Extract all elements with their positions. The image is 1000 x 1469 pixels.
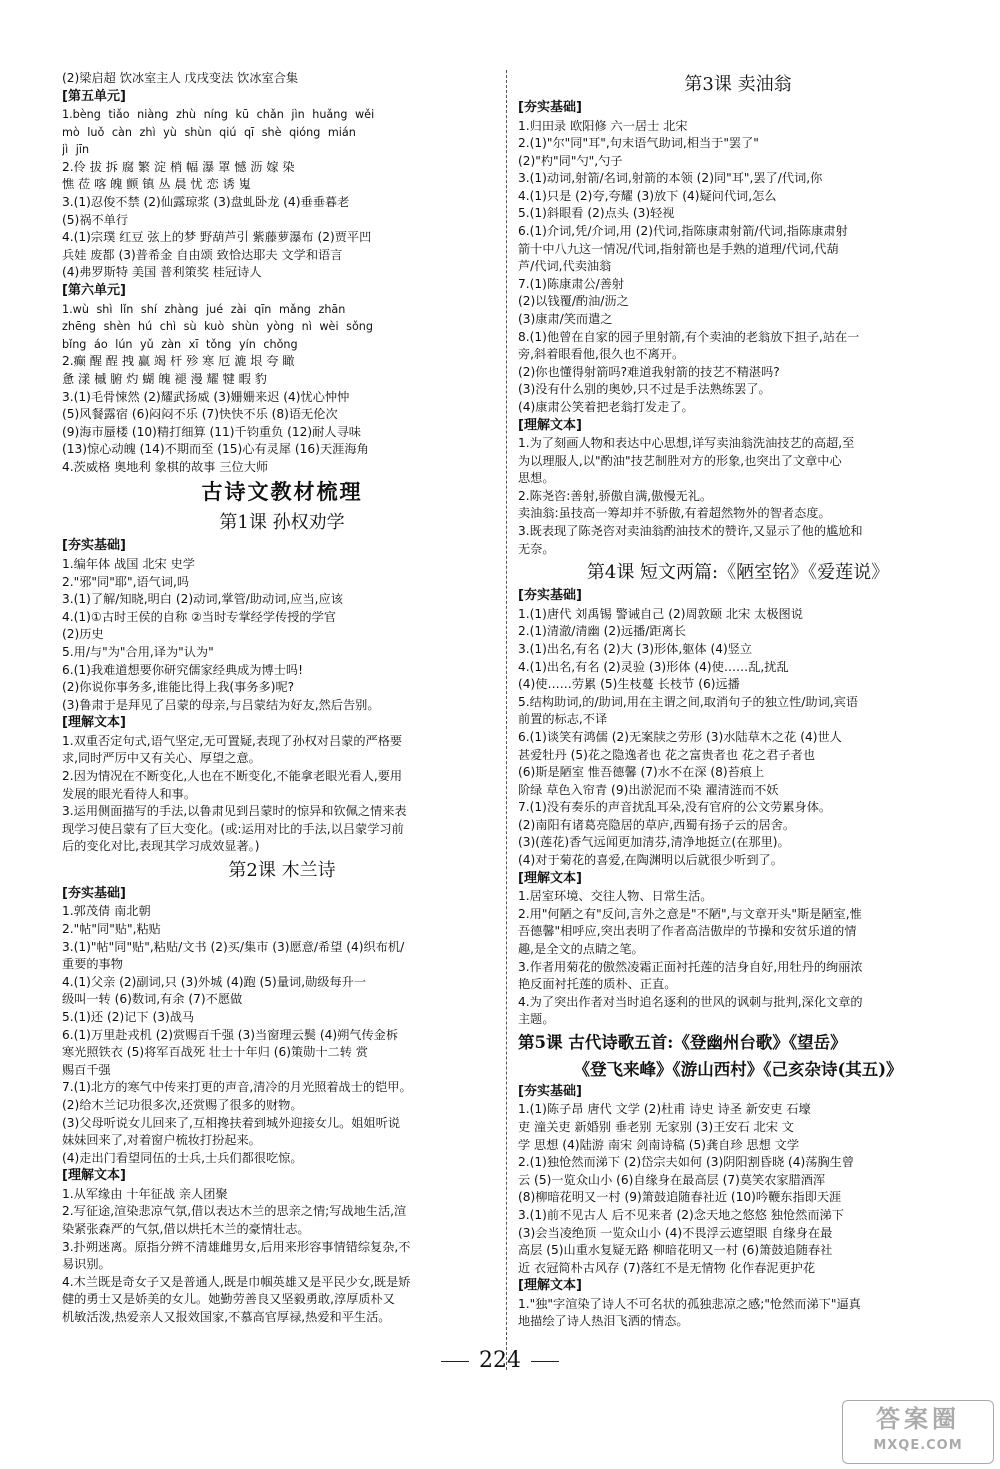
text-line: 1.双重否定句式,语气坚定,无可置疑,表现了孙权对吕蒙的严格要 <box>62 733 403 748</box>
page-number-text: 224 <box>479 1348 521 1373</box>
section-label: [夯实基础] <box>518 100 582 115</box>
text-line: 兵娃 废都 (3)普希金 自由颂 致恰达耶夫 文学和语言 <box>62 247 343 262</box>
pinyin-line: zhēng shèn hú chì sù kuò shùn yòng nì wèi sǒng <box>62 320 373 334</box>
pinyin-line: 1.bèng tiǎo niàng zhù níng kū chǎn jìn huǎng wěi <box>62 108 375 122</box>
text-line: 吾德馨"相呼应,突出表明了作者高洁傲岸的节操和安贫乐道的情 <box>518 924 857 939</box>
section-label: [理解文本] <box>518 417 582 433</box>
text-line: 2.癫 醒 酲 拽 赢 竭 杆 殄 寒 厄 漉 垠 夸 瞰 <box>62 354 295 369</box>
text-line: 惫 漾 槭 腑 灼 蝴 魄 褪 漫 耀 犍 暇 豹 <box>62 371 267 386</box>
text-line: 2.伶 拔 拆 腐 繁 淀 梢 幅 瀑 罩 憾 沥 嫁 染 <box>62 159 295 174</box>
watermark-url: MXQE.COM <box>873 1438 963 1453</box>
lesson-title: 第1课 孙权劝学 <box>219 512 345 534</box>
text-line: 3.(1)"帖"同"贴",粘贴/文书 (2)买/集市 (3)愿意/希望 (4)织布机/ <box>62 939 405 954</box>
right-column <box>518 70 958 1331</box>
text-line: 4.(1)父亲 (2)副词,只 (3)外城 (4)跑 (5)量词,勋级每升一 <box>62 974 367 989</box>
text-line: (2)"杓"同"勺",勺子 <box>518 153 623 168</box>
page-number <box>0 1348 1000 1373</box>
text-line: 求,同时严厉中又有关心、厚望之意。 <box>62 751 261 766</box>
text-line: 2.用"何陋之有"反问,言外之意是"不陋",与文章开头"斯是陋室,惟 <box>518 906 862 921</box>
text-line: (2)南阳有诸葛亮隐居的草庐,西蜀有扬子云的居舍。 <box>518 817 796 832</box>
section-label: [理解文本] <box>62 1168 126 1184</box>
text-line: 7.(1)北方的寒气中传来打更的声音,清冷的月光照着战士的铠甲。 <box>62 1080 412 1095</box>
text-line: 4.(1)出名,有名 (2)灵验 (3)形体 (4)使……乱,扰乱 <box>518 659 789 674</box>
text-line: 1.(1)唐代 刘禹锡 警诫自己 (2)周敦颐 北宋 太极图说 <box>518 606 803 621</box>
text-line: 思想。 <box>518 471 555 486</box>
text-line: 5.用/与"为"合用,译为"认为" <box>62 644 214 659</box>
section-label: [夯实基础] <box>62 538 126 554</box>
text-line: (3)会当凌绝顶 一览众山小 (4)不畏浮云遮望眼 自缘身在最 <box>518 1225 833 1240</box>
text-line: 趣,是全文的点睛之笔。 <box>518 941 644 956</box>
text-line: (2)以钱覆/酌油/沥之 <box>518 294 629 309</box>
text-line: (2)历史 <box>62 627 104 642</box>
text-line: 无奈。 <box>518 541 555 556</box>
text-line: (2)梁启超 饮冰室主人 戊戌变法 饮冰室合集 <box>62 71 299 85</box>
text-line: 机敏活泼,热爱亲人又报效国家,不慕高官厚禄,热爱和平生活。 <box>62 1310 391 1325</box>
text-line: 地描绘了诗人热泪飞洒的情态。 <box>518 1314 689 1329</box>
text-line: (8)柳暗花明又一村 (9)箫鼓追随春社近 (10)吟鞭东指即天涯 <box>518 1190 842 1205</box>
text-line: 高层 (5)山重水复疑无路 柳暗花明又一村 (6)箫鼓追随春社 <box>518 1243 833 1258</box>
text-line: 5.(1)还 (2)记下 (3)战马 <box>62 1010 195 1025</box>
lesson-title: 第4课 短文两篇:《陋室铭》《爱莲说》 <box>586 562 890 584</box>
text-line: 近 衣冠简朴古风存 (7)落红不是无情物 化作春泥更护花 <box>518 1260 816 1275</box>
text-line: (9)海市蜃楼 (10)精打细算 (11)千钧重负 (12)耐人寻味 <box>62 424 361 439</box>
text-line: 艳反面衬托莲的质朴、正直。 <box>518 977 677 992</box>
text-line: 3.(1)动词,射箭/名词,射箭的本领 (2)同"耳",罢了/代词,你 <box>518 171 823 186</box>
text-line: 级叫一转 (6)数词,有余 (7)不愿做 <box>62 992 243 1007</box>
text-line: 3.既表现了陈尧咨对卖油翁酌油技术的赞许,又显示了他的尴尬和 <box>518 524 863 539</box>
page-number-dash-right <box>531 1361 559 1362</box>
pinyin-line: jì jīn <box>62 143 90 157</box>
text-line: (4)对于菊花的喜爱,在陶渊明以后就很少听到了。 <box>518 853 783 868</box>
text-line: 8.(1)他曾在自家的园子里射箭,有个卖油的老翁放下担子,站在一 <box>518 329 860 344</box>
text-line: 主题。 <box>518 1012 555 1027</box>
text-line: 重要的事物 <box>62 957 123 972</box>
section-label: [第五单元] <box>62 88 126 104</box>
text-line: 旁,斜着眼看他,很久也不离开。 <box>518 347 685 362</box>
text-line: 2."邪"同"耶",语气词,吗 <box>62 574 190 589</box>
text-line: 2.陈尧咨:善射,骄傲自满,傲慢无礼。 <box>518 488 713 503</box>
text-line: 7.(1)没有奏乐的声音扰乱耳朵,没有官府的公文劳累身体。 <box>518 800 832 815</box>
text-line: (3)(莲花)香气远闻更加清芬,清净地挺立(在那里)。 <box>518 835 790 850</box>
text-line: 染紧张森严的气氛,借以烘托木兰的豪情壮志。 <box>62 1222 310 1237</box>
text-line: 3.扑朔迷离。原指分辨不清雄雌男女,后用来形容事情错综复杂,不 <box>62 1239 411 1254</box>
text-line: (4)弗罗斯特 美国 普利策奖 桂冠诗人 <box>62 265 262 280</box>
text-line: 6.(1)介词,凭/介词,用 (2)代词,指陈康肃射箭/代词,指陈康肃射 <box>518 224 848 239</box>
text-line: 3.作者用菊花的傲然凌霜正面衬托莲的洁身自好,用牡丹的绚丽浓 <box>518 959 863 974</box>
text-line: 3.(1)出名,有名 (2)大 (3)形体,躯体 (4)竖立 <box>518 641 753 656</box>
text-line: 6.(1)谈笑有鸿儒 (2)无案牍之劳形 (3)水陆草木之花 (4)世人 <box>518 729 842 744</box>
page-number-dash-left <box>441 1361 469 1362</box>
text-line: 4.(1)①古时王侯的自称 ②当时专掌经学传授的学官 <box>62 609 336 624</box>
text-line: (5)风餐露宿 (6)闷闷不乐 (7)快快不乐 (8)语无伦次 <box>62 407 338 422</box>
text-line: (3)鲁肃于是拜见了吕蒙的母亲,与吕蒙结为好友,然后告别。 <box>62 697 380 712</box>
text-line: (2)你也懂得射箭吗?难道我射箭的技艺不精湛吗? <box>518 364 780 379</box>
watermark-logo <box>842 1400 994 1464</box>
text-line: (6)斯是陋室 惟吾德馨 (7)水不在深 (8)苔痕上 <box>518 765 765 780</box>
text-line: (3)父母听说女儿回来了,互相搀扶着到城外迎接女儿。姐姐听说 <box>62 1115 401 1130</box>
text-line: 3.(1)了解/知晓,明白 (2)动词,掌管/助动词,应当,应该 <box>62 592 343 607</box>
text-line: 7.(1)陈康肃公/善射 <box>518 276 625 291</box>
text-line: 3.运用侧面描写的手法,以鲁肃见到吕蒙时的惊异和钦佩之情来表 <box>62 804 407 819</box>
lesson-title: 第2课 木兰诗 <box>228 859 336 881</box>
text-line: 1.从军缘由 十年征战 亲人团聚 <box>62 1186 228 1201</box>
pinyin-line: mò luǒ càn zhì yù shùn qiú qī shè qióng mián <box>62 125 356 139</box>
text-line: 2.写征途,渲染悲凉气氛,借以表达木兰的思亲之情;写战地生活,渲 <box>62 1204 407 1219</box>
left-column <box>62 70 502 1327</box>
text-line: 憔 莅 喀 魄 颤 镇 丛 晨 忧 恋 诱 嵬 <box>62 177 251 192</box>
text-line: 3.(1)前不见古人 后不见来者 (2)念天地之悠悠 独怆然而涕下 <box>518 1207 844 1222</box>
text-line: (4)使……劳累 (5)生枝蔓 长枝节 (6)远播 <box>518 677 740 692</box>
text-line: 6.(1)我难道想要你研究儒家经典成为博士吗! <box>62 662 303 677</box>
text-line: 学 思想 (4)陆游 南宋 剑南诗稿 (5)龚自珍 思想 文学 <box>518 1137 800 1152</box>
text-line: 卖油翁:虽技高一筹却并不骄傲,有着超然物外的智者态度。 <box>518 506 831 521</box>
text-line: 1."独"字渲染了诗人不可名状的孤独悲凉之感;"怆然而涕下"逼真 <box>518 1296 861 1311</box>
text-line: (4)康肃公笑着把老翁打发走了。 <box>518 400 694 414</box>
text-line: 1.郭茂倩 南北朝 <box>62 904 151 919</box>
text-line: 2.(1)"尔"同"耳",句末语气助词,相当于"罢了" <box>518 136 759 151</box>
text-line: (5)祸不单行 <box>62 212 129 227</box>
text-line: 2.因为情况在不断变化,人也在不断变化,不能拿老眼光看人,要用 <box>62 769 403 783</box>
pinyin-line: bǐng áo lún yǔ zàn xī tǒng yín chǒng <box>62 337 298 351</box>
section-label: [夯实基础] <box>518 588 582 604</box>
text-line: 2.(1)独怆然而涕下 (2)岱宗夫如何 (3)阴阳割昏晓 (4)荡胸生曾 <box>518 1155 855 1170</box>
text-line: 5.(1)斜眼看 (2)点头 (3)轻视 <box>518 206 675 221</box>
lesson-title: 第5课 古代诗歌五首:《登幽州台歌》《望岳》 <box>518 1032 847 1052</box>
text-line: 后的变化对比,表现其学习成效显著。) <box>62 839 260 854</box>
text-line: (2)你说你事务多,谁能比得上我(事务多)呢? <box>62 680 295 695</box>
text-line: 1.归田录 欧阳修 六一居士 北宋 <box>518 118 688 133</box>
section-label: [理解文本] <box>518 1278 582 1294</box>
text-line: 赐百千强 <box>62 1062 111 1077</box>
watermark-text: 答案圈 <box>876 1405 960 1433</box>
text-line: 前置的标志,不译 <box>518 712 608 727</box>
text-line: 2."帖"同"贴",粘贴 <box>62 922 161 937</box>
pinyin-line: 1.wù shì lǐn shí zhàng jué zài qīn mǎng zhān <box>62 302 346 316</box>
text-line: 寒光照铁衣 (5)将军百战死 壮士十年归 (6)策勋十二转 赏 <box>62 1045 368 1060</box>
text-line: 3.(1)忍俊不禁 (2)仙露琼浆 (3)盘虬卧龙 (4)垂垂暮老 <box>62 195 350 210</box>
text-line: 5.结构助词,的/助词,用在主谓之间,取消句子的独立性/助词,宾语 <box>518 694 859 709</box>
text-line: 1.为了刻画人物和表达中心思想,详写卖油翁洗油技艺的高超,至 <box>518 436 855 451</box>
text-line: 3.(1)毛骨悚然 (2)耀武扬威 (3)姗姗来迟 (4)忧心忡忡 <box>62 389 350 404</box>
section-label: [理解文本] <box>62 715 126 731</box>
section-label: [夯实基础] <box>62 885 126 901</box>
text-line: 箭十中八九这一情况/代词,指射箭也是手熟的道理/代词,代葫 <box>518 241 839 256</box>
text-line: 1.编年体 战国 北宋 史学 <box>62 556 195 571</box>
text-line: 4.(1)只是 (2)夸,夸耀 (3)放下 (4)疑问代词,怎么 <box>518 188 777 203</box>
text-line: 1.(1)陈子昂 唐代 文学 (2)杜甫 诗史 诗圣 新安吏 石壕 <box>518 1102 811 1117</box>
text-line: 阶绿 草色入帘青 (9)出淤泥而不染 濯清涟而不妖 <box>518 782 779 797</box>
text-line: 4.(1)宗璞 红豆 弦上的梦 野葫芦引 紫藤萝瀑布 (2)贾平凹 <box>62 230 372 245</box>
text-line: 吏 潼关吏 新婚别 垂老别 无家别 (3)王安石 北宋 文 <box>518 1120 794 1134</box>
lesson-title-continued: 《登飞来峰》《游山西村》《己亥杂诗(其五)》 <box>573 1059 903 1079</box>
text-line: 发展的眼光看待人和事。 <box>62 786 197 801</box>
text-line: 妹妹回来了,对着窗户梳妆打扮起来。 <box>62 1133 261 1148</box>
text-line: (3)康肃/笑而遣之 <box>518 312 613 327</box>
text-line: 1.居室环境、交往人物、日常生活。 <box>518 889 713 904</box>
text-line: 云 (5)一览众山小 (6)自缘身在最高层 (7)莫笑农家腊酒浑 <box>518 1172 826 1187</box>
text-line: 4.茨威格 奥地利 象棋的故事 三位大师 <box>62 459 269 474</box>
text-line: (13)惊心动魄 (14)不期而至 (15)心有灵犀 (16)天涯海角 <box>62 442 369 457</box>
text-line: 易识别。 <box>62 1257 111 1272</box>
lesson-title: 第3课 卖油翁 <box>684 74 792 95</box>
text-line: (4)走出门看望同伍的士兵,士兵们都很吃惊。 <box>62 1150 303 1165</box>
text-line: 现学习使吕蒙有了巨大变化。(或:运用对比的手法,以吕蒙学习前 <box>62 821 404 836</box>
section-label: [理解文本] <box>518 870 582 886</box>
chapter-title: 古诗文教材梳理 <box>201 479 363 505</box>
text-line: 为以理服人,以"酌油"技艺制胜对方的形象,也突出了文章中心 <box>518 453 842 468</box>
column-divider <box>506 70 507 1370</box>
text-line: 芦/代词,代卖油翁 <box>518 259 612 274</box>
text-line: 4.为了突出作者对当时追名逐利的世风的讽刺与批判,深化文章的 <box>518 994 863 1009</box>
section-label: [夯实基础] <box>518 1083 582 1099</box>
text-line: 2.(1)清澈/清幽 (2)远播/距离长 <box>518 624 686 639</box>
text-line: 6.(1)万里赴戎机 (2)赏赐百千强 (3)当窗理云鬓 (4)朔气传金柝 <box>62 1027 399 1042</box>
text-line: (2)给木兰记功很多次,还赏赐了很多的财物。 <box>62 1098 303 1112</box>
text-line: 健的勇士又是娇美的女儿。她勤劳善良又坚毅勇敢,淳厚质朴又 <box>62 1292 395 1307</box>
text-line: 4.木兰既是奇女子又是普通人,既是巾帼英雄又是平民少女,既是矫 <box>62 1274 411 1289</box>
text-line: 甚爱牡丹 (5)花之隐逸者也 花之富贵者也 花之君子者也 <box>518 747 816 762</box>
text-line: (3)没有什么别的奥妙,只不过是手法熟练罢了。 <box>518 382 771 397</box>
section-label: [第六单元] <box>62 283 126 299</box>
